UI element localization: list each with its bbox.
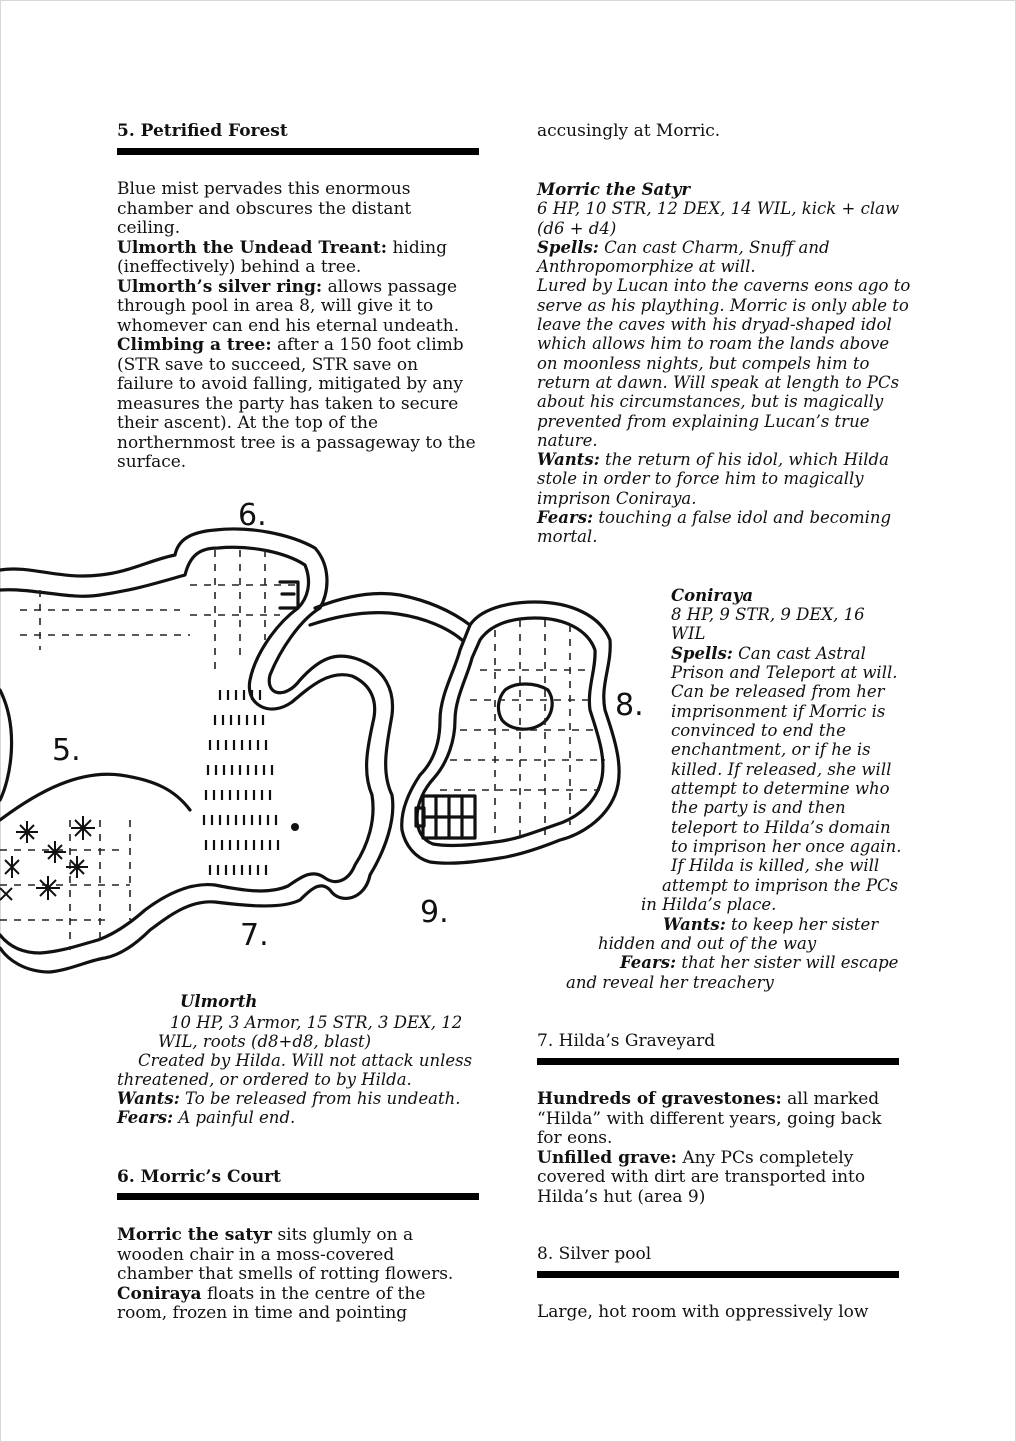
text-line: Can be released from her (671, 682, 885, 701)
map-label-7: 7. (240, 918, 269, 953)
morric-name: Morric the Satyr (537, 180, 691, 199)
text-line (117, 278, 476, 298)
heading-silver-pool: 8. Silver pool (537, 1244, 652, 1264)
text-line: which allows him to roam the lands above (537, 334, 890, 354)
text-line: on moonless nights, but compels him to (537, 353, 870, 373)
stones-text: all marked (787, 1089, 880, 1109)
text-line: for eons. (537, 1128, 613, 1148)
fears-label: Fears: (537, 508, 594, 528)
spells-text: Can cast Charm, Snuff and (604, 237, 830, 257)
fears-label: Fears: (620, 953, 677, 972)
text-line: imprisonment if Morric is (671, 702, 886, 721)
silver-pool-text (537, 1303, 868, 1323)
map-label-5: 5. (52, 733, 81, 768)
fears-text: touching a false idol and becoming (598, 508, 892, 528)
text-line (537, 1149, 882, 1169)
text-line: 6 HP, 10 STR, 12 DEX, 14 WIL, kick + claw (537, 199, 900, 219)
heading-hildas-graveyard: 7. Hilda’s Graveyard (537, 1031, 716, 1051)
wants-text: to keep her sister (731, 915, 879, 934)
text-line: Lured by Lucan into the caverns eons ago to (537, 276, 911, 296)
fears-label: Fears: (117, 1108, 174, 1127)
text-line: WIL (671, 624, 706, 643)
text-line: “Hilda” with different years, going back (537, 1108, 882, 1129)
text-line: chamber and obscures the distant (117, 198, 412, 219)
text-line: nature. (537, 430, 598, 450)
text-line: prevented from explaining Lucan’s true (537, 411, 870, 431)
text-line: the party is and then (671, 798, 846, 817)
text-line: convinced to end the (671, 721, 846, 740)
climb-label: Climbing a tree: (117, 335, 272, 355)
map-label-6: 6. (238, 498, 267, 533)
heading-rule (537, 1271, 899, 1278)
heading-rule (537, 1058, 899, 1065)
text-line (117, 1108, 295, 1127)
heading-morrics-court: 6. Morric’s Court (117, 1167, 281, 1187)
text-line: and reveal her treachery (566, 973, 774, 992)
text-line: Blue mist pervades this enormous (117, 179, 411, 199)
text-line: threatened, or ordered to by Hilda. (117, 1070, 412, 1089)
text-line: Anthropomorphize at will. (537, 257, 756, 277)
morrics-court-text (117, 1226, 453, 1324)
text-line: imprison Coniraya. (537, 488, 697, 508)
text-line (663, 915, 878, 934)
ulmorth-text: hiding (392, 237, 447, 258)
petrified-forest-text (117, 180, 476, 473)
morric-stat-block (537, 180, 910, 547)
text-line: 10 HP, 3 Armor, 15 STR, 3 DEX, 12 (170, 1013, 463, 1032)
text-line: Prison and Teleport at will. (671, 663, 898, 682)
map-label-8: 8. (615, 688, 644, 723)
grave-text: Any PCs completely (682, 1147, 854, 1168)
text-line (537, 238, 910, 257)
map-label-9: 9. (420, 895, 449, 930)
text-line (117, 336, 476, 356)
text-line: wooden chair in a moss-covered (117, 1244, 395, 1265)
hildas-graveyard-text (537, 1090, 882, 1207)
text-line: attempt to determine who (671, 779, 890, 798)
coniraya-label: Coniraya (117, 1283, 202, 1304)
text-line: 8 HP, 9 STR, 9 DEX, 16 (671, 605, 865, 624)
spells-text: Can cast Astral (738, 644, 866, 663)
climb-text: after a 150 foot climb (277, 335, 464, 355)
text-line: chamber that smells of rotting flowers. (117, 1264, 454, 1284)
text-line: WIL, roots (d8+d8, blast) (158, 1032, 372, 1051)
ulmorth-name: Ulmorth (180, 992, 258, 1011)
ulmorth-label: Ulmorth the Undead Treant: (117, 237, 388, 258)
coniraya-name: Coniraya (671, 586, 754, 605)
text-line (117, 1226, 453, 1246)
text-line: attempt to imprison the PCs (662, 876, 899, 895)
text-line: killed. If released, she will (671, 760, 892, 779)
coniraya-stat-block (0, 586, 1016, 1006)
morric-lead-label: Morric the satyr (117, 1225, 273, 1245)
fears-text: A painful end. (178, 1108, 296, 1127)
text-line: accusingly at Morric. (537, 121, 721, 141)
text-line: ceiling. (117, 218, 181, 238)
heading-petrified-forest: 5. Petrified Forest (117, 121, 288, 141)
fears-text: that her sister will escape (681, 953, 899, 972)
text-line: their ascent). At the top of the (117, 413, 379, 433)
text-line: covered with dirt are transported into (537, 1167, 866, 1187)
text-line: surface. (117, 452, 187, 472)
heading-rule (117, 1193, 479, 1200)
text-line: return at dawn. Will speak at length to PCs (537, 372, 900, 392)
text-line: Hilda’s hut (area 9) (537, 1186, 706, 1207)
spells-label: Spells: (537, 237, 599, 257)
text-line (117, 1285, 453, 1305)
text-line: hidden and out of the way (598, 934, 817, 953)
text-line: northernmost tree is a passageway to the (117, 432, 476, 453)
wants-text: the return of his idol, which Hilda (605, 450, 889, 470)
text-line: teleport to Hilda’s domain (671, 818, 891, 837)
text-line: stole in order to force him to magically (537, 469, 864, 489)
text-line: failure to avoid falling, mitigated by any (117, 374, 463, 394)
text-line: in Hilda’s place. (641, 895, 777, 914)
text-line: Created by Hilda. Will not attack unless (138, 1051, 473, 1070)
text-line: room, frozen in time and pointing (117, 1303, 408, 1323)
text-line: through pool in area 8, will give it to (117, 296, 434, 316)
text-line (537, 1090, 882, 1110)
text-line: to imprison her once again. (671, 837, 902, 856)
text-line: leave the caves with his dryad-shaped idol (537, 315, 892, 335)
text-line: about his circumstances, but is magically (537, 392, 884, 412)
spells-label: Spells: (671, 644, 733, 663)
text-line (117, 239, 476, 259)
text-line: (d6 + d4) (537, 218, 617, 238)
heading-rule (117, 148, 479, 155)
text-line: measures the party has taken to secure (117, 393, 459, 414)
text-line: mortal. (537, 527, 598, 547)
morric-lead-text: sits glumly on a (277, 1225, 414, 1245)
wants-text: To be released from his undeath. (185, 1089, 461, 1108)
text-line (537, 508, 910, 527)
text-line (117, 1089, 460, 1108)
stones-label: Hundreds of gravestones: (537, 1089, 782, 1109)
text-line: If Hilda is killed, she will (671, 856, 880, 875)
text-line: (ineffectively) behind a tree. (117, 257, 362, 277)
text-line (620, 953, 898, 972)
text-line (537, 450, 910, 469)
text-line: enchantment, or if he is (671, 740, 871, 759)
continuation-text (537, 122, 720, 142)
wants-label: Wants: (537, 450, 600, 470)
ring-label: Ulmorth’s silver ring: (117, 276, 323, 297)
text-line: Large, hot room with oppressively low (537, 1302, 869, 1322)
wants-label: Wants: (117, 1089, 180, 1108)
ring-text: allows passage (327, 276, 458, 297)
text-line: (STR save to succeed, STR save on (117, 354, 419, 375)
text-line (671, 644, 866, 663)
grave-label: Unfilled grave: (537, 1147, 677, 1168)
wants-label: Wants: (663, 915, 726, 934)
coniraya-text: floats in the centre of the (206, 1283, 426, 1304)
text-line: whomever can end his eternal undeath. (117, 315, 460, 336)
text-line: serve as his plaything. Morric is only able to (537, 295, 909, 315)
